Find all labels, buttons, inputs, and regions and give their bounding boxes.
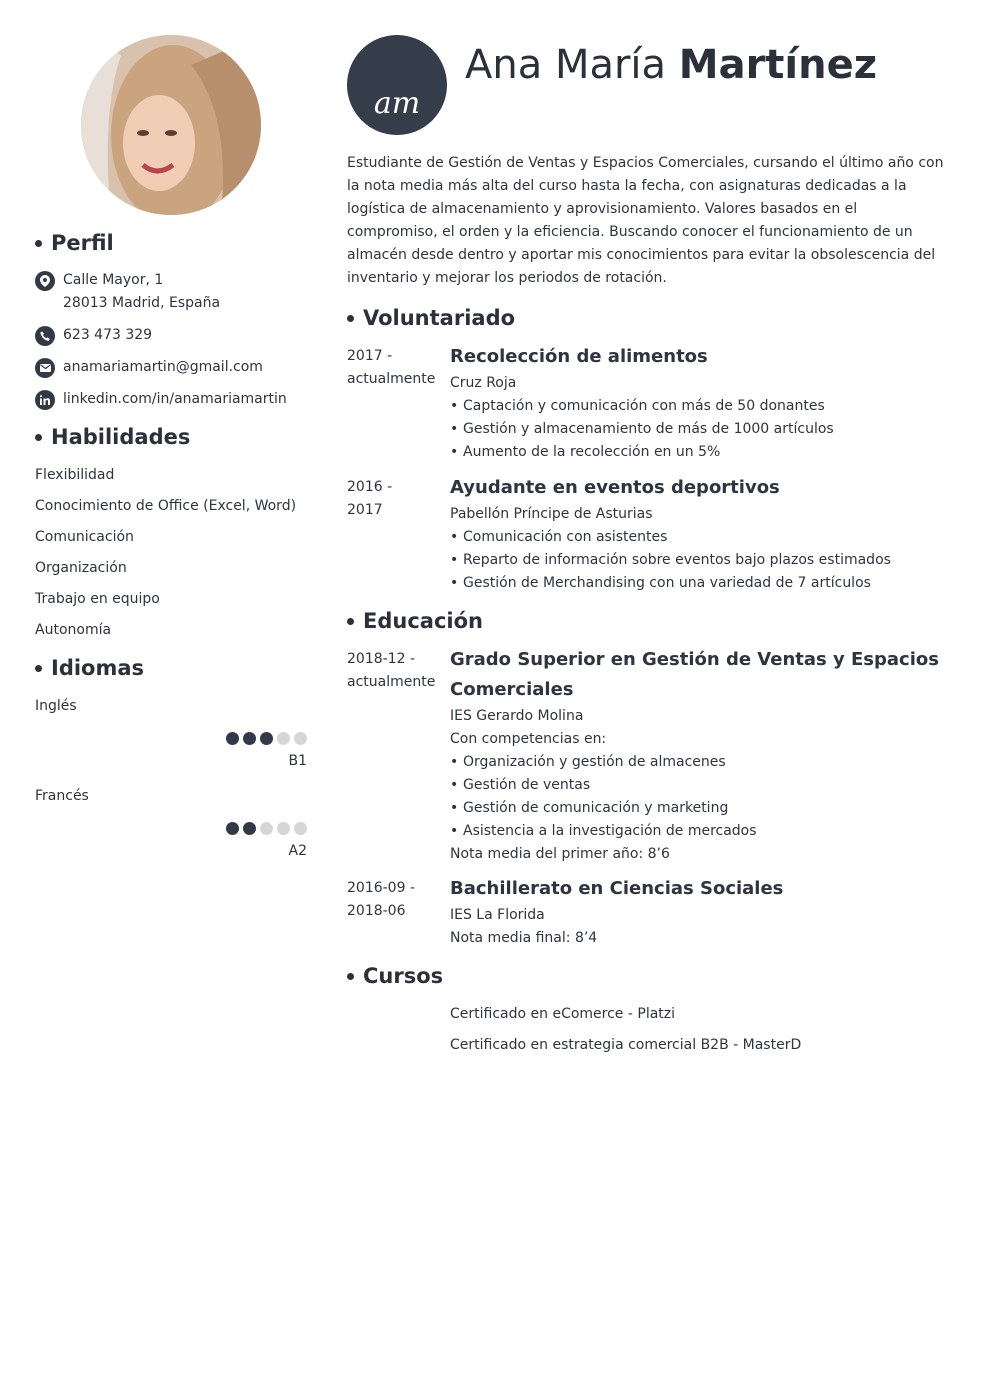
rating-dot-empty <box>260 822 273 835</box>
education-entry: 2018-12 - actualmente Grado Superior en Gestión de Ventas y Espacios Comerciales IES Gerardo Molina Con competencias en: • Organización y gestión de almacenes • Gestión de ventas • Gestión de comunicación y marketing • Asistencia a la investigación de mercados Nota media del primer año: 8’6 <box>347 648 952 866</box>
bullet-item: • Gestión de Merchandising con una variedad de 7 artículos <box>450 572 952 595</box>
education-heading: Educación <box>347 609 952 633</box>
rating-dot-filled <box>226 732 239 745</box>
skill-item: Autonomía <box>35 622 112 638</box>
volunteer-entry: 2016 - 2017 Ayudante en eventos deportivos Pabellón Príncipe de Asturias • Comunicación con asistentes • Reparto de información sobre eventos bajo plazos estimados • Gestión de Merchandising con una variedad de 7 artículos <box>347 476 952 595</box>
entry-org: Pabellón Príncipe de Asturias <box>450 506 653 522</box>
summary: Estudiante de Gestión de Ventas y Espacios Comerciales, cursando el último año con la nota media más alta del curso hasta la fecha, con asignaturas dedicadas a la logística de almacenamiento y aprovisionamiento. Valores basados en el compromiso, el orden y la eficiencia. Buscando conocer el funcionamiento de un almacén desde dentro y aportar mis conocimientos para evitar la obsolescencia del inventario y mejorar los periodos de rotación. <box>347 155 944 286</box>
main-column <box>347 35 952 1067</box>
courses-list <box>347 1005 952 1055</box>
skills-heading: Habilidades <box>35 425 307 449</box>
entry-note: Nota media del primer año: 8’6 <box>450 846 670 862</box>
course-item: Certificado en eComerce - Platzi <box>450 1006 676 1022</box>
rating-dot-empty <box>277 732 290 745</box>
profile-photo <box>81 35 261 215</box>
course-item: Certificado en estrategia comercial B2B - MasterD <box>450 1037 802 1053</box>
full-name: Ana María Martínez <box>465 42 878 88</box>
language-rating <box>35 732 307 745</box>
bullet-item: • Aumento de la recolección en un 5% <box>450 441 952 464</box>
sidebar <box>35 35 307 859</box>
rating-dot-empty <box>294 732 307 745</box>
entry-title: Recolección de alimentos <box>450 346 708 367</box>
rating-dot-filled <box>243 822 256 835</box>
skill-item: Conocimiento de Office (Excel, Word) <box>35 498 297 514</box>
rating-dot-filled <box>243 732 256 745</box>
address: Calle Mayor, 1 28013 Madrid, España <box>35 269 307 315</box>
rating-dot-empty <box>294 822 307 835</box>
languages-heading: Idiomas <box>35 656 307 680</box>
envelope-icon <box>35 358 55 378</box>
skill-item: Flexibilidad <box>35 467 115 483</box>
skill-item: Organización <box>35 560 127 576</box>
entry-school: IES La Florida <box>450 907 545 923</box>
linkedin-icon <box>35 390 55 410</box>
bullet-item: • Gestión de ventas <box>450 774 952 797</box>
volunteer-heading: Voluntariado <box>347 306 952 330</box>
profile-heading: Perfil <box>35 231 307 255</box>
language-item: Francés A2 <box>35 788 307 859</box>
email[interactable]: anamariamartin@gmail.com <box>35 356 307 379</box>
entry-org: Cruz Roja <box>450 375 517 391</box>
entry-title: Ayudante en eventos deportivos <box>450 477 780 498</box>
linkedin[interactable]: linkedin.com/in/anamariamartin <box>35 388 307 411</box>
entry-title: Grado Superior en Gestión de Ventas y Espacios Comerciales <box>450 649 939 700</box>
bullet-item: • Asistencia a la investigación de mercados <box>450 820 952 843</box>
bullet-item: • Reparto de información sobre eventos bajo plazos estimados <box>450 549 952 572</box>
skill-item: Trabajo en equipo <box>35 591 160 607</box>
bullet-item: • Comunicación con asistentes <box>450 526 952 549</box>
rating-dot-empty <box>277 822 290 835</box>
education-entry: 2016-09 - 2018-06 Bachillerato en Ciencias Sociales IES La Florida Nota media final: 8’4 <box>347 877 952 950</box>
phone-icon <box>35 326 55 346</box>
volunteer-entry: 2017 - actualmente Recolección de alimentos Cruz Roja • Captación y comunicación con más de 50 donantes • Gestión y almacenamiento de más de 1000 artículos • Aumento de la recolección en un 5% <box>347 345 952 464</box>
location-pin-icon <box>35 271 55 291</box>
header <box>347 35 952 135</box>
courses-heading: Cursos <box>347 964 952 988</box>
rating-dot-filled <box>226 822 239 835</box>
entry-note: Nota media final: 8’4 <box>450 930 598 946</box>
language-rating <box>35 822 307 835</box>
entry-school: IES Gerardo Molina <box>450 708 584 724</box>
monogram-logo: am <box>347 35 447 135</box>
skill-item: Comunicación <box>35 529 134 545</box>
skills-list <box>35 466 307 640</box>
phone: 623 473 329 <box>35 324 307 347</box>
bullet-item: • Organización y gestión de almacenes <box>450 751 952 774</box>
contact-block <box>35 269 307 411</box>
language-item: Inglés B1 <box>35 698 307 769</box>
bullet-item: • Gestión de comunicación y marketing <box>450 797 952 820</box>
bullet-item: • Gestión y almacenamiento de más de 1000 artículos <box>450 418 952 441</box>
bullet-item: • Captación y comunicación con más de 50 donantes <box>450 395 952 418</box>
entry-title: Bachillerato en Ciencias Sociales <box>450 878 784 899</box>
rating-dot-filled <box>260 732 273 745</box>
